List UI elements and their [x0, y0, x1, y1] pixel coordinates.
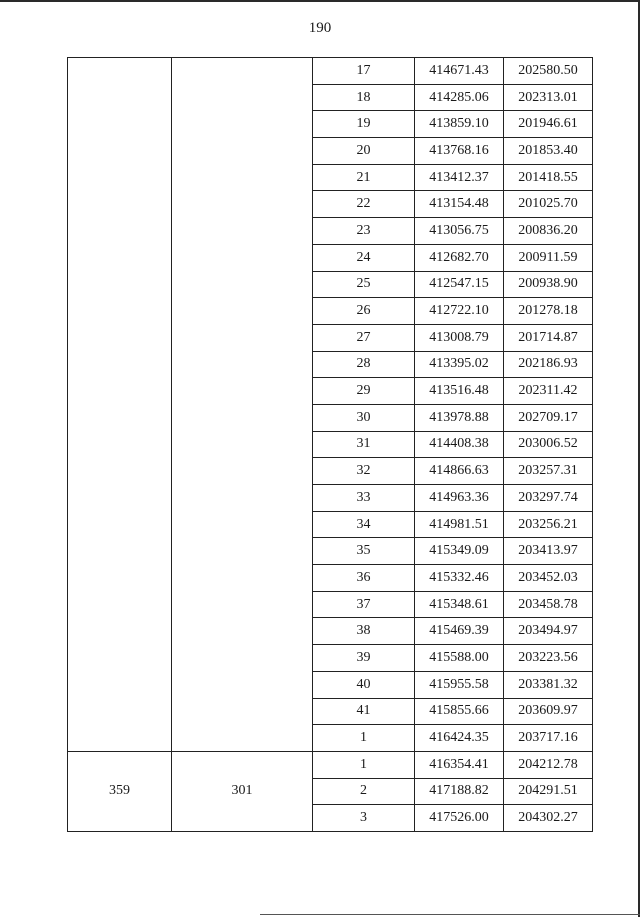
point-number-cell: 25 [313, 271, 415, 298]
y-coordinate-cell: 201714.87 [504, 324, 593, 351]
point-number-cell: 39 [313, 645, 415, 672]
x-coordinate-cell: 415332.46 [415, 565, 504, 592]
x-coordinate-cell: 417526.00 [415, 805, 504, 832]
y-coordinate-cell: 203223.56 [504, 645, 593, 672]
point-number-cell: 33 [313, 485, 415, 512]
point-number-cell: 21 [313, 164, 415, 191]
x-coordinate-cell: 415469.39 [415, 618, 504, 645]
y-coordinate-cell: 203609.97 [504, 698, 593, 725]
y-coordinate-cell: 202186.93 [504, 351, 593, 378]
point-number-cell: 28 [313, 351, 415, 378]
y-coordinate-cell: 204212.78 [504, 751, 593, 778]
y-coordinate-cell: 201418.55 [504, 164, 593, 191]
point-number-cell: 18 [313, 84, 415, 111]
y-coordinate-cell: 202311.42 [504, 378, 593, 405]
x-coordinate-cell: 414671.43 [415, 58, 504, 85]
y-coordinate-cell: 203257.31 [504, 458, 593, 485]
page-top-edge [0, 0, 640, 2]
x-coordinate-cell: 415855.66 [415, 698, 504, 725]
x-coordinate-cell: 417188.82 [415, 778, 504, 805]
point-number-cell: 2 [313, 778, 415, 805]
y-coordinate-cell: 202580.50 [504, 58, 593, 85]
x-coordinate-cell: 414963.36 [415, 485, 504, 512]
y-coordinate-cell: 203494.97 [504, 618, 593, 645]
y-coordinate-cell: 200836.20 [504, 218, 593, 245]
point-number-cell: 17 [313, 58, 415, 85]
x-coordinate-cell: 415348.61 [415, 591, 504, 618]
point-number-cell: 3 [313, 805, 415, 832]
x-coordinate-cell: 416354.41 [415, 751, 504, 778]
x-coordinate-cell: 413008.79 [415, 324, 504, 351]
y-coordinate-cell: 203381.32 [504, 671, 593, 698]
coordinates-table-body [68, 58, 593, 832]
point-number-cell: 26 [313, 298, 415, 325]
point-number-cell: 41 [313, 698, 415, 725]
y-coordinate-cell: 204291.51 [504, 778, 593, 805]
x-coordinate-cell: 412722.10 [415, 298, 504, 325]
y-coordinate-cell: 203006.52 [504, 431, 593, 458]
y-coordinate-cell: 203413.97 [504, 538, 593, 565]
y-coordinate-cell: 202709.17 [504, 404, 593, 431]
point-number-cell: 31 [313, 431, 415, 458]
point-number-cell: 19 [313, 111, 415, 138]
x-coordinate-cell: 412547.15 [415, 271, 504, 298]
point-number-cell: 37 [313, 591, 415, 618]
y-coordinate-cell: 201025.70 [504, 191, 593, 218]
table-row [68, 751, 593, 778]
y-coordinate-cell: 202313.01 [504, 84, 593, 111]
y-coordinate-cell: 204302.27 [504, 805, 593, 832]
point-number-cell: 29 [313, 378, 415, 405]
point-number-cell: 30 [313, 404, 415, 431]
x-coordinate-cell: 415588.00 [415, 645, 504, 672]
point-number-cell: 23 [313, 218, 415, 245]
x-coordinate-cell: 416424.35 [415, 725, 504, 752]
point-number-cell: 24 [313, 244, 415, 271]
group-id-cell: 301 [172, 751, 313, 831]
point-number-cell: 35 [313, 538, 415, 565]
point-number-cell: 40 [313, 671, 415, 698]
x-coordinate-cell: 415349.09 [415, 538, 504, 565]
x-coordinate-cell: 413768.16 [415, 138, 504, 165]
x-coordinate-cell: 414408.38 [415, 431, 504, 458]
y-coordinate-cell: 201278.18 [504, 298, 593, 325]
y-coordinate-cell: 203717.16 [504, 725, 593, 752]
point-number-cell: 20 [313, 138, 415, 165]
x-coordinate-cell: 414981.51 [415, 511, 504, 538]
x-coordinate-cell: 414285.06 [415, 84, 504, 111]
x-coordinate-cell: 413859.10 [415, 111, 504, 138]
x-coordinate-cell: 413395.02 [415, 351, 504, 378]
group-number-cell [68, 58, 172, 752]
point-number-cell: 32 [313, 458, 415, 485]
point-number-cell: 27 [313, 324, 415, 351]
point-number-cell: 38 [313, 618, 415, 645]
x-coordinate-cell: 415955.58 [415, 671, 504, 698]
table-row [68, 58, 593, 85]
y-coordinate-cell: 203458.78 [504, 591, 593, 618]
page-bottom-edge [260, 914, 640, 915]
group-number-cell: 359 [68, 751, 172, 831]
point-number-cell: 34 [313, 511, 415, 538]
y-coordinate-cell: 203297.74 [504, 485, 593, 512]
coordinates-table [67, 57, 593, 832]
x-coordinate-cell: 413412.37 [415, 164, 504, 191]
point-number-cell: 1 [313, 751, 415, 778]
y-coordinate-cell: 201853.40 [504, 138, 593, 165]
y-coordinate-cell: 203452.03 [504, 565, 593, 592]
x-coordinate-cell: 413056.75 [415, 218, 504, 245]
y-coordinate-cell: 200911.59 [504, 244, 593, 271]
x-coordinate-cell: 413516.48 [415, 378, 504, 405]
x-coordinate-cell: 413154.48 [415, 191, 504, 218]
point-number-cell: 1 [313, 725, 415, 752]
y-coordinate-cell: 200938.90 [504, 271, 593, 298]
x-coordinate-cell: 412682.70 [415, 244, 504, 271]
y-coordinate-cell: 203256.21 [504, 511, 593, 538]
page-number: 190 [308, 20, 332, 36]
x-coordinate-cell: 413978.88 [415, 404, 504, 431]
x-coordinate-cell: 414866.63 [415, 458, 504, 485]
y-coordinate-cell: 201946.61 [504, 111, 593, 138]
group-id-cell [172, 58, 313, 752]
point-number-cell: 22 [313, 191, 415, 218]
point-number-cell: 36 [313, 565, 415, 592]
